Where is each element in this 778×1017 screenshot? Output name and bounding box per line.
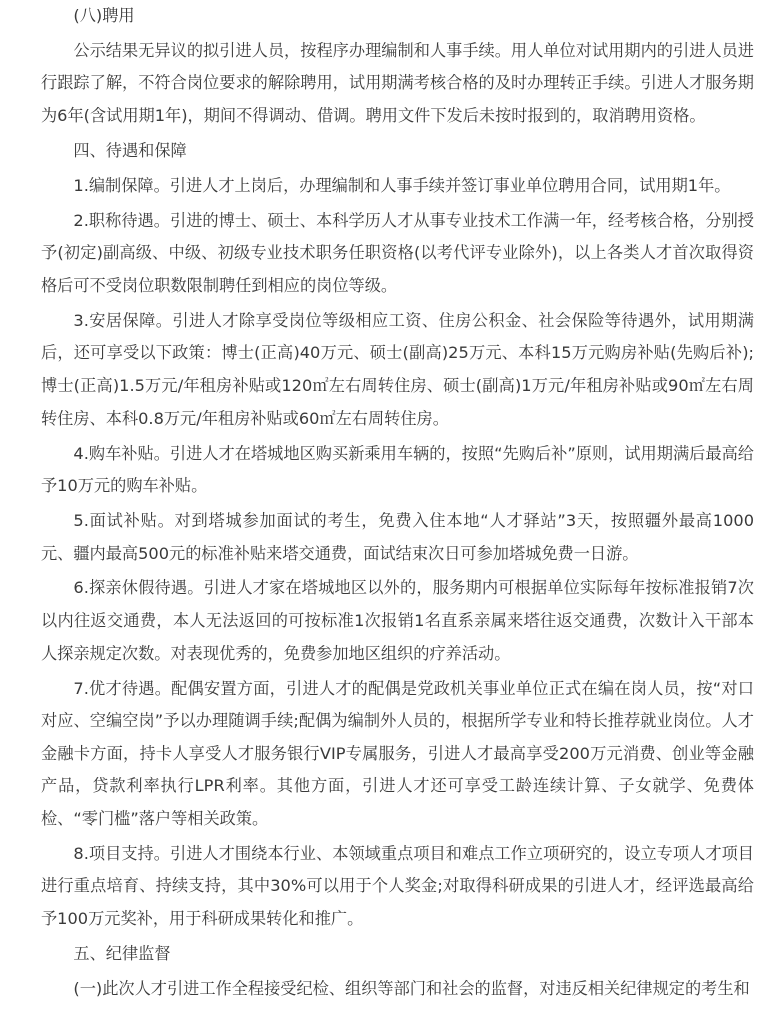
paragraph-project-support: 8.项目支持。引进人才围绕本行业、本领域重点项目和难点工作立项研究的，设立专项人才项目进行重点培育、持续支持，其中30%可以用于个人奖金;对取得科研成果的引进人才，经评选最高给予100万元奖补，用于科研成果转化和推广。 [41,843,754,928]
paragraph-discipline-supervision: (一)此次人才引进工作全程接受纪检、组织等部门和社会的监督，对违反相关纪律规定的考生和 [73,978,750,998]
paragraph-title-benefits: 2.职称待遇。引进的博士、硕士、本科学历人才从事专业技术工作满一年，经考核合格，分别授予(初定)副高级、中级、初级专业技术职务任职资格(以考代评专业除外)，以上各类人才首次取得资格后可不受岗位职数限制聘任到相应的岗位等级。 [41,210,754,295]
section-heading-discipline: 五、纪律监督 [73,943,171,963]
paragraph-interview-subsidy: 5.面试补贴。对到塔城参加面试的考生，免费入住本地“人才驿站”3天，按照疆外最高1000元、疆内最高500元的标准补贴来塔交通费，面试结束次日可参加塔城免费一日游。 [41,510,754,563]
section-heading-benefits: 四、待遇和保障 [73,140,187,160]
paragraph-family-visit-leave: 6.探亲休假待遇。引进人才家在塔城地区以外的，服务期内可根据单位实际每年按标准报销7次以内往返交通费，本人无法返回的可按标准1次报销1名直系亲属来塔往返交通费，次数计入干部本人探亲规定次数。对表现优秀的，免费参加地区组织的疗养活动。 [41,578,754,663]
paragraph-housing-guarantee: 3.安居保障。引进人才除享受岗位等级相应工资、住房公积金、社会保险等待遇外，试用期满后，还可享受以下政策：博士(正高)40万元、硕士(副高)25万元、本科15万元购房补贴(先购后补);博士(正高)1.5万元/年租房补贴或120㎡左右周转住房、硕士(副高)1万元/年租房补贴或90㎡左右周转住房、本科0.8万元/年租房补贴或60㎡左右周转住房。 [41,310,754,428]
paragraph-hiring-details: 公示结果无异议的拟引进人员，按程序办理编制和人事手续。用人单位对试用期内的引进人员进行跟踪了解，不符合岗位要求的解除聘用，试用期满考核合格的及时办理转正手续。引进人才服务期为6年(含试用期1年)，期间不得调动、借调。聘用文件下发后未按时报到的，取消聘用资格。 [41,40,754,126]
article-body [41,0,754,1008]
paragraph-car-subsidy: 4.购车补贴。引进人才在塔城地区购买新乘用车辆的，按照“先购后补”原则，试用期满后最高给予10万元的购车补贴。 [41,443,754,496]
section-heading-hiring: (八)聘用 [73,6,135,25]
paragraph-staffing-guarantee: 1.编制保障。引进人才上岗后，办理编制和人事手续并签订事业单位聘用合同，试用期1年。 [73,175,731,195]
paragraph-talent-benefits: 7.优才待遇。配偶安置方面，引进人才的配偶是党政机关事业单位正式在编在岗人员，按“对口对应、空编空岗”予以办理随调手续;配偶为编制外人员的，根据所学专业和特长推荐就业岗位。人才金融卡方面，持卡人享受人才服务银行VIP专属服务，引进人才最高享受200万元消费、创业等金融产品，贷款利率执行LPR利率。其他方面，引进人才还可享受工龄连续计算、子女就学、免费体检、“零门槛”落户等相关政策。 [41,678,754,828]
